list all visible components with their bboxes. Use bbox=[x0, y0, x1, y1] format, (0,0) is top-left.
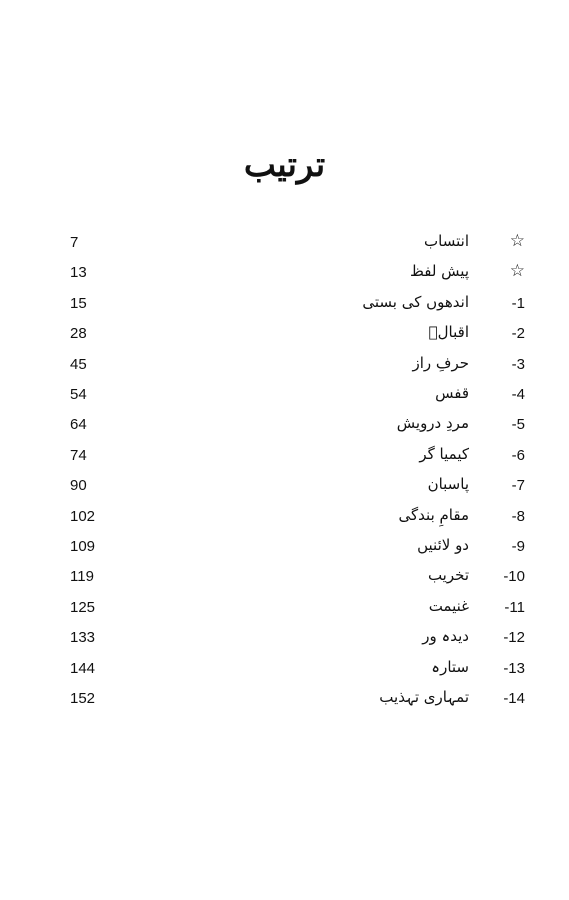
entry-page-number: 74 bbox=[70, 446, 87, 464]
entry-page-number: 144 bbox=[70, 659, 96, 677]
entry-number: -13 bbox=[503, 659, 525, 677]
entry-page-number: 54 bbox=[70, 386, 87, 403]
entry-title: کیمیا گر bbox=[419, 444, 469, 463]
star-icon: ☆ bbox=[509, 231, 525, 251]
entry-number: -10 bbox=[503, 568, 525, 586]
toc-row bbox=[0, 443, 569, 473]
entry-title: قفس bbox=[435, 384, 469, 402]
entry-page-number: 133 bbox=[70, 629, 96, 647]
entry-page-number: 28 bbox=[70, 325, 87, 343]
table-of-contents bbox=[0, 230, 569, 710]
entry-title: تخریب bbox=[427, 566, 469, 585]
entry-title: انتساب bbox=[424, 232, 469, 250]
entry-title: ستارہ bbox=[431, 657, 469, 676]
entry-number: -6 bbox=[511, 446, 525, 464]
toc-row bbox=[0, 473, 569, 503]
entry-page-number: 90 bbox=[70, 477, 87, 495]
toc-row bbox=[0, 291, 569, 321]
toc-row bbox=[0, 564, 569, 594]
toc-row bbox=[0, 412, 569, 442]
entry-number: -4 bbox=[511, 386, 525, 403]
entry-page-number: 152 bbox=[70, 690, 96, 707]
entry-number: -2 bbox=[511, 325, 525, 343]
entry-number: -9 bbox=[511, 538, 525, 555]
entry-title: اندھوں کی بستی bbox=[362, 292, 469, 311]
entry-number: -1 bbox=[511, 294, 525, 312]
entry-title: تمہاری تہذیب bbox=[379, 688, 469, 706]
toc-row bbox=[0, 382, 569, 412]
toc-row bbox=[0, 656, 569, 686]
entry-page-number: 102 bbox=[70, 507, 96, 525]
toc-row bbox=[0, 352, 569, 382]
entry-title: اقبالؒ bbox=[428, 323, 469, 342]
entry-page-number: 45 bbox=[70, 355, 87, 373]
entry-title: دو لائنیں bbox=[417, 536, 469, 554]
entry-number: -3 bbox=[511, 355, 525, 373]
entry-title: پاسبان bbox=[427, 475, 469, 494]
entry-page-number: 125 bbox=[70, 598, 96, 616]
toc-row bbox=[0, 260, 569, 290]
toc-row bbox=[0, 625, 569, 655]
entry-title: غنیمت bbox=[428, 596, 469, 615]
entry-page-number: 119 bbox=[70, 568, 94, 586]
entry-number: -7 bbox=[511, 477, 525, 495]
toc-row bbox=[0, 595, 569, 625]
entry-number: -12 bbox=[503, 629, 525, 647]
entry-title: حرفِ راز bbox=[412, 353, 469, 372]
toc-row bbox=[0, 230, 569, 260]
entry-number: -11 bbox=[504, 598, 525, 616]
entry-number: -5 bbox=[511, 416, 525, 434]
entry-page-number: 109 bbox=[70, 538, 96, 555]
entry-page-number: 13 bbox=[70, 264, 87, 282]
entry-title: پیش لفظ bbox=[410, 262, 469, 281]
entry-title: دیدہ ور bbox=[422, 627, 469, 646]
toc-row bbox=[0, 504, 569, 534]
star-icon: ☆ bbox=[509, 261, 525, 282]
entry-page-number: 15 bbox=[70, 294, 87, 312]
page-title: ترتیب bbox=[243, 145, 326, 185]
toc-row bbox=[0, 534, 569, 564]
entry-number: -8 bbox=[511, 507, 525, 525]
toc-row bbox=[0, 321, 569, 351]
entry-title: مردِ درویش bbox=[396, 414, 469, 433]
entry-title: مقامِ بندگی bbox=[398, 505, 469, 524]
entry-page-number: 64 bbox=[70, 416, 87, 434]
entry-page-number: 7 bbox=[70, 234, 79, 251]
entry-number: -14 bbox=[503, 690, 525, 707]
toc-row bbox=[0, 686, 569, 716]
